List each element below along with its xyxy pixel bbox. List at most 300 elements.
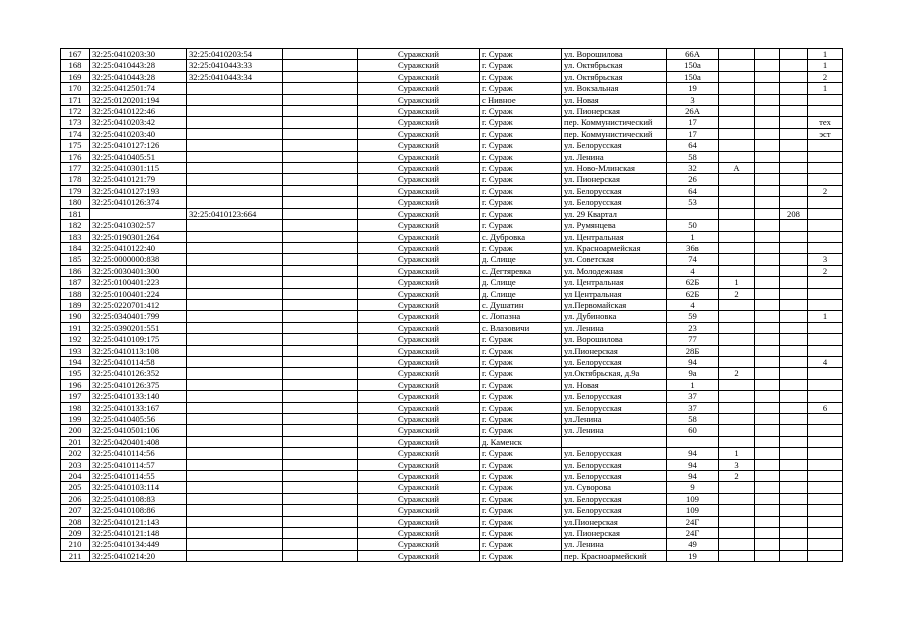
cadastral-number: 32:25:0410103:114 bbox=[90, 482, 187, 493]
cadastral-number: 32:25:0410121:148 bbox=[90, 528, 187, 539]
building-cell bbox=[719, 482, 755, 493]
extra-cell-2 bbox=[780, 505, 808, 516]
cadastral-number bbox=[90, 208, 187, 219]
apartment-cell: 2 bbox=[808, 185, 843, 196]
apartment-cell bbox=[808, 448, 843, 459]
house-cell: 37 bbox=[667, 402, 719, 413]
house-cell: 9 bbox=[667, 482, 719, 493]
apartment-cell bbox=[808, 391, 843, 402]
extra-cell-2 bbox=[780, 322, 808, 333]
cadastral-number-3 bbox=[283, 60, 358, 71]
table-row bbox=[61, 197, 843, 208]
cadastral-number: 32:25:0100401:223 bbox=[90, 277, 187, 288]
apartment-cell bbox=[808, 231, 843, 242]
apartment-cell bbox=[808, 345, 843, 356]
apartment-cell: эст bbox=[808, 128, 843, 139]
table-row bbox=[61, 311, 843, 322]
house-cell: 28Б bbox=[667, 345, 719, 356]
table-row bbox=[61, 299, 843, 310]
extra-cell-2 bbox=[780, 311, 808, 322]
street-cell: ул. Румянцева bbox=[562, 220, 667, 231]
extra-cell-1 bbox=[755, 345, 780, 356]
cadastral-number-2 bbox=[187, 436, 283, 447]
district-cell: Суражский bbox=[358, 299, 480, 310]
table-row bbox=[61, 288, 843, 299]
extra-cell-1 bbox=[755, 197, 780, 208]
house-cell: 24Г bbox=[667, 516, 719, 527]
house-cell: 60 bbox=[667, 425, 719, 436]
table-row bbox=[61, 368, 843, 379]
cadastral-number-2 bbox=[187, 482, 283, 493]
table-row bbox=[61, 493, 843, 504]
house-cell: 109 bbox=[667, 505, 719, 516]
extra-cell-2 bbox=[780, 482, 808, 493]
district-cell: Суражский bbox=[358, 425, 480, 436]
apartment-cell bbox=[808, 493, 843, 504]
building-cell bbox=[719, 231, 755, 242]
extra-cell-1 bbox=[755, 356, 780, 367]
locality-cell: г. Сураж bbox=[480, 505, 562, 516]
district-cell: Суражский bbox=[358, 482, 480, 493]
house-cell: 4 bbox=[667, 299, 719, 310]
building-cell bbox=[719, 550, 755, 561]
district-cell: Суражский bbox=[358, 231, 480, 242]
extra-cell-1 bbox=[755, 117, 780, 128]
building-cell bbox=[719, 425, 755, 436]
street-cell: ул. Красноармейская bbox=[562, 242, 667, 253]
district-cell: Суражский bbox=[358, 288, 480, 299]
street-cell: ул.Первомайская bbox=[562, 299, 667, 310]
apartment-cell bbox=[808, 459, 843, 470]
apartment-cell bbox=[808, 140, 843, 151]
apartment-cell bbox=[808, 151, 843, 162]
building-cell bbox=[719, 197, 755, 208]
extra-cell-1 bbox=[755, 185, 780, 196]
house-cell: 9а bbox=[667, 368, 719, 379]
extra-cell-2 bbox=[780, 425, 808, 436]
extra-cell-1 bbox=[755, 288, 780, 299]
cadastral-number: 32:25:0410203:42 bbox=[90, 117, 187, 128]
extra-cell-1 bbox=[755, 94, 780, 105]
extra-cell-1 bbox=[755, 550, 780, 561]
table-row bbox=[61, 528, 843, 539]
cadastral-number-3 bbox=[283, 516, 358, 527]
cadastral-number-3 bbox=[283, 345, 358, 356]
cadastral-number-2 bbox=[187, 505, 283, 516]
row-number: 208 bbox=[61, 516, 90, 527]
cadastral-number-3 bbox=[283, 83, 358, 94]
apartment-cell bbox=[808, 174, 843, 185]
row-number: 205 bbox=[61, 482, 90, 493]
table-row bbox=[61, 334, 843, 345]
cadastral-number: 32:25:0220701:412 bbox=[90, 299, 187, 310]
cadastral-number-2 bbox=[187, 539, 283, 550]
district-cell: Суражский bbox=[358, 459, 480, 470]
table-row bbox=[61, 83, 843, 94]
house-cell: 24Г bbox=[667, 528, 719, 539]
district-cell: Суражский bbox=[358, 539, 480, 550]
cadastral-number-3 bbox=[283, 414, 358, 425]
row-number: 193 bbox=[61, 345, 90, 356]
cadastral-number-3 bbox=[283, 242, 358, 253]
cadastral-number-3 bbox=[283, 49, 358, 60]
cadastral-number-2 bbox=[187, 334, 283, 345]
cadastral-number-3 bbox=[283, 425, 358, 436]
cadastral-number-2 bbox=[187, 140, 283, 151]
district-cell: Суражский bbox=[358, 128, 480, 139]
district-cell: Суражский bbox=[358, 265, 480, 276]
building-cell: А bbox=[719, 163, 755, 174]
district-cell: Суражский bbox=[358, 60, 480, 71]
cadastral-number-3 bbox=[283, 220, 358, 231]
row-number: 192 bbox=[61, 334, 90, 345]
table-row bbox=[61, 436, 843, 447]
extra-cell-1 bbox=[755, 425, 780, 436]
row-number: 209 bbox=[61, 528, 90, 539]
locality-cell: г. Сураж bbox=[480, 49, 562, 60]
building-cell bbox=[719, 402, 755, 413]
house-cell: 94 bbox=[667, 356, 719, 367]
extra-cell-2 bbox=[780, 539, 808, 550]
building-cell bbox=[719, 311, 755, 322]
house-cell: 150а bbox=[667, 71, 719, 82]
cadastral-number-3 bbox=[283, 254, 358, 265]
house-cell: 17 bbox=[667, 128, 719, 139]
district-cell: Суражский bbox=[358, 345, 480, 356]
property-table bbox=[60, 48, 843, 562]
apartment-cell bbox=[808, 299, 843, 310]
street-cell: ул. Ворошилова bbox=[562, 49, 667, 60]
cadastral-number: 32:25:0410113:108 bbox=[90, 345, 187, 356]
cadastral-number-3 bbox=[283, 140, 358, 151]
street-cell: ул. Молодежная bbox=[562, 265, 667, 276]
extra-cell-1 bbox=[755, 242, 780, 253]
locality-cell: г. Сураж bbox=[480, 391, 562, 402]
cadastral-number: 32:25:0410214:20 bbox=[90, 550, 187, 561]
cadastral-number-2 bbox=[187, 459, 283, 470]
apartment-cell bbox=[808, 368, 843, 379]
apartment-cell bbox=[808, 471, 843, 482]
extra-cell-2 bbox=[780, 334, 808, 345]
table-row bbox=[61, 516, 843, 527]
cadastral-number-3 bbox=[283, 288, 358, 299]
apartment-cell bbox=[808, 288, 843, 299]
district-cell: Суражский bbox=[358, 71, 480, 82]
table-row bbox=[61, 471, 843, 482]
row-number: 191 bbox=[61, 322, 90, 333]
building-cell bbox=[719, 322, 755, 333]
extra-cell-2 bbox=[780, 174, 808, 185]
extra-cell-2 bbox=[780, 117, 808, 128]
cadastral-number-3 bbox=[283, 356, 358, 367]
extra-cell-1 bbox=[755, 459, 780, 470]
cadastral-number-3 bbox=[283, 71, 358, 82]
cadastral-number: 32:25:0410203:30 bbox=[90, 49, 187, 60]
street-cell: ул. Ленина bbox=[562, 425, 667, 436]
extra-cell-2 bbox=[780, 140, 808, 151]
cadastral-number-3 bbox=[283, 391, 358, 402]
street-cell: ул. Центральная bbox=[562, 231, 667, 242]
table-row bbox=[61, 459, 843, 470]
cadastral-number: 32:25:0030401:300 bbox=[90, 265, 187, 276]
building-cell: 3 bbox=[719, 459, 755, 470]
cadastral-number: 32:25:0410126:375 bbox=[90, 379, 187, 390]
locality-cell: г. Сураж bbox=[480, 140, 562, 151]
row-number: 184 bbox=[61, 242, 90, 253]
building-cell bbox=[719, 391, 755, 402]
apartment-cell bbox=[808, 425, 843, 436]
building-cell bbox=[719, 140, 755, 151]
cadastral-number: 32:25:0410443:28 bbox=[90, 71, 187, 82]
cadastral-number-3 bbox=[283, 231, 358, 242]
locality-cell: г. Сураж bbox=[480, 197, 562, 208]
cadastral-number-3 bbox=[283, 334, 358, 345]
apartment-cell: 1 bbox=[808, 49, 843, 60]
locality-cell: г. Сураж bbox=[480, 174, 562, 185]
apartment-cell: 2 bbox=[808, 71, 843, 82]
cadastral-number-2 bbox=[187, 425, 283, 436]
locality-cell: г. Сураж bbox=[480, 459, 562, 470]
cadastral-number: 32:25:0410302:57 bbox=[90, 220, 187, 231]
row-number: 182 bbox=[61, 220, 90, 231]
table-row bbox=[61, 163, 843, 174]
extra-cell-2 bbox=[780, 299, 808, 310]
table-row bbox=[61, 185, 843, 196]
table-row bbox=[61, 174, 843, 185]
cadastral-number-3 bbox=[283, 550, 358, 561]
extra-cell-2 bbox=[780, 60, 808, 71]
row-number: 204 bbox=[61, 471, 90, 482]
house-cell bbox=[667, 436, 719, 447]
extra-cell-1 bbox=[755, 163, 780, 174]
locality-cell: с. Дегтяревка bbox=[480, 265, 562, 276]
cadastral-number-2 bbox=[187, 550, 283, 561]
house-cell: 19 bbox=[667, 83, 719, 94]
district-cell: Суражский bbox=[358, 185, 480, 196]
locality-cell: г. Сураж bbox=[480, 163, 562, 174]
apartment-cell bbox=[808, 436, 843, 447]
cadastral-number-2 bbox=[187, 185, 283, 196]
district-cell: Суражский bbox=[358, 391, 480, 402]
district-cell: Суражский bbox=[358, 197, 480, 208]
locality-cell: г. Сураж bbox=[480, 106, 562, 117]
extra-cell-1 bbox=[755, 516, 780, 527]
building-cell bbox=[719, 220, 755, 231]
building-cell bbox=[719, 151, 755, 162]
row-number: 172 bbox=[61, 106, 90, 117]
apartment-cell: 3 bbox=[808, 254, 843, 265]
extra-cell-1 bbox=[755, 220, 780, 231]
cadastral-number: 32:25:0120201:194 bbox=[90, 94, 187, 105]
building-cell bbox=[719, 528, 755, 539]
street-cell bbox=[562, 436, 667, 447]
house-cell: 1 bbox=[667, 231, 719, 242]
extra-cell-2 bbox=[780, 379, 808, 390]
building-cell bbox=[719, 49, 755, 60]
table-body bbox=[61, 49, 843, 562]
street-cell: пер. Коммунистический bbox=[562, 117, 667, 128]
cadastral-number: 32:25:0410501:106 bbox=[90, 425, 187, 436]
apartment-cell bbox=[808, 505, 843, 516]
locality-cell: г. Сураж bbox=[480, 220, 562, 231]
building-cell bbox=[719, 185, 755, 196]
house-cell: 19 bbox=[667, 550, 719, 561]
row-number: 194 bbox=[61, 356, 90, 367]
apartment-cell bbox=[808, 242, 843, 253]
street-cell: ул.Пионерская bbox=[562, 345, 667, 356]
cadastral-number: 32:25:0410301:115 bbox=[90, 163, 187, 174]
locality-cell: г. Сураж bbox=[480, 151, 562, 162]
cadastral-number-3 bbox=[283, 539, 358, 550]
street-cell: ул. Белорусская bbox=[562, 505, 667, 516]
district-cell: Суражский bbox=[358, 151, 480, 162]
house-cell: 49 bbox=[667, 539, 719, 550]
apartment-cell bbox=[808, 106, 843, 117]
extra-cell-2 bbox=[780, 368, 808, 379]
apartment-cell bbox=[808, 414, 843, 425]
cadastral-number-2 bbox=[187, 528, 283, 539]
cadastral-number-2 bbox=[187, 493, 283, 504]
street-cell: ул. Дубиновка bbox=[562, 311, 667, 322]
extra-cell-2 bbox=[780, 220, 808, 231]
house-cell: 50 bbox=[667, 220, 719, 231]
street-cell: ул. Центральная bbox=[562, 277, 667, 288]
extra-cell-2 bbox=[780, 345, 808, 356]
house-cell: 62Б bbox=[667, 288, 719, 299]
street-cell: ул. Белорусская bbox=[562, 356, 667, 367]
district-cell: Суражский bbox=[358, 368, 480, 379]
extra-cell-1 bbox=[755, 151, 780, 162]
street-cell: ул. Белорусская bbox=[562, 391, 667, 402]
cadastral-number-2: 32:25:0410443:33 bbox=[187, 60, 283, 71]
row-number: 201 bbox=[61, 436, 90, 447]
apartment-cell: 1 bbox=[808, 60, 843, 71]
locality-cell: с. Влазовичи bbox=[480, 322, 562, 333]
house-cell: 94 bbox=[667, 471, 719, 482]
row-number: 199 bbox=[61, 414, 90, 425]
cadastral-number-3 bbox=[283, 322, 358, 333]
district-cell: Суражский bbox=[358, 528, 480, 539]
locality-cell: г. Сураж bbox=[480, 414, 562, 425]
house-cell: 64 bbox=[667, 140, 719, 151]
cadastral-number: 32:25:0420401:408 bbox=[90, 436, 187, 447]
cadastral-number: 32:25:0410122:46 bbox=[90, 106, 187, 117]
street-cell: ул. Белорусская bbox=[562, 140, 667, 151]
locality-cell: г. Сураж bbox=[480, 83, 562, 94]
building-cell bbox=[719, 436, 755, 447]
cadastral-number-2: 32:25:0410443:34 bbox=[187, 71, 283, 82]
house-cell: 17 bbox=[667, 117, 719, 128]
street-cell: ул. Советская bbox=[562, 254, 667, 265]
house-cell: 58 bbox=[667, 151, 719, 162]
cadastral-number: 32:25:0410109:175 bbox=[90, 334, 187, 345]
district-cell: Суражский bbox=[358, 163, 480, 174]
row-number: 210 bbox=[61, 539, 90, 550]
cadastral-number: 32:25:0410133:167 bbox=[90, 402, 187, 413]
house-cell: 26 bbox=[667, 174, 719, 185]
cadastral-number-2 bbox=[187, 345, 283, 356]
cadastral-number-2 bbox=[187, 379, 283, 390]
apartment-cell bbox=[808, 528, 843, 539]
extra-cell-2 bbox=[780, 94, 808, 105]
extra-cell-2 bbox=[780, 402, 808, 413]
building-cell bbox=[719, 128, 755, 139]
row-number: 179 bbox=[61, 185, 90, 196]
extra-cell-2 bbox=[780, 163, 808, 174]
district-cell: Суражский bbox=[358, 106, 480, 117]
cadastral-number: 32:25:0410443:28 bbox=[90, 60, 187, 71]
cadastral-number-2 bbox=[187, 277, 283, 288]
extra-cell-2 bbox=[780, 197, 808, 208]
cadastral-number-3 bbox=[283, 94, 358, 105]
apartment-cell bbox=[808, 322, 843, 333]
apartment-cell bbox=[808, 516, 843, 527]
extra-cell-1 bbox=[755, 128, 780, 139]
locality-cell: г. Сураж bbox=[480, 185, 562, 196]
extra-cell-2 bbox=[780, 185, 808, 196]
extra-cell-2 bbox=[780, 448, 808, 459]
district-cell: Суражский bbox=[358, 220, 480, 231]
row-number: 211 bbox=[61, 550, 90, 561]
cadastral-number-3 bbox=[283, 185, 358, 196]
street-cell: ул. Белорусская bbox=[562, 402, 667, 413]
street-cell: ул. Новая bbox=[562, 94, 667, 105]
row-number: 206 bbox=[61, 493, 90, 504]
cadastral-number-3 bbox=[283, 493, 358, 504]
street-cell: ул. Ворошилова bbox=[562, 334, 667, 345]
cadastral-number-2: 32:25:0410203:54 bbox=[187, 49, 283, 60]
street-cell: ул. Октябрьская bbox=[562, 71, 667, 82]
locality-cell: г. Сураж bbox=[480, 60, 562, 71]
district-cell: Суражский bbox=[358, 140, 480, 151]
row-number: 170 bbox=[61, 83, 90, 94]
district-cell: Суражский bbox=[358, 471, 480, 482]
cadastral-number-2 bbox=[187, 299, 283, 310]
table-row bbox=[61, 482, 843, 493]
district-cell: Суражский bbox=[358, 334, 480, 345]
cadastral-number: 32:25:0412501:74 bbox=[90, 83, 187, 94]
district-cell: Суражский bbox=[358, 356, 480, 367]
house-cell: 1 bbox=[667, 379, 719, 390]
cadastral-number-2 bbox=[187, 117, 283, 128]
district-cell: Суражский bbox=[358, 94, 480, 105]
extra-cell-1 bbox=[755, 49, 780, 60]
extra-cell-1 bbox=[755, 311, 780, 322]
cadastral-number: 32:25:0410108:86 bbox=[90, 505, 187, 516]
house-cell: 66А bbox=[667, 49, 719, 60]
cadastral-number: 32:25:0410405:51 bbox=[90, 151, 187, 162]
building-cell bbox=[719, 539, 755, 550]
row-number: 183 bbox=[61, 231, 90, 242]
row-number: 167 bbox=[61, 49, 90, 60]
cadastral-number: 32:25:0410203:40 bbox=[90, 128, 187, 139]
table-row bbox=[61, 231, 843, 242]
cadastral-number: 32:25:0410114:55 bbox=[90, 471, 187, 482]
cadastral-number-2 bbox=[187, 448, 283, 459]
cadastral-number-2 bbox=[187, 391, 283, 402]
building-cell: 2 bbox=[719, 368, 755, 379]
building-cell bbox=[719, 106, 755, 117]
extra-cell-2 bbox=[780, 83, 808, 94]
row-number: 187 bbox=[61, 277, 90, 288]
building-cell bbox=[719, 94, 755, 105]
apartment-cell bbox=[808, 208, 843, 219]
building-cell bbox=[719, 299, 755, 310]
extra-cell-2 bbox=[780, 493, 808, 504]
extra-cell-2 bbox=[780, 49, 808, 60]
cadastral-number-3 bbox=[283, 448, 358, 459]
row-number: 202 bbox=[61, 448, 90, 459]
